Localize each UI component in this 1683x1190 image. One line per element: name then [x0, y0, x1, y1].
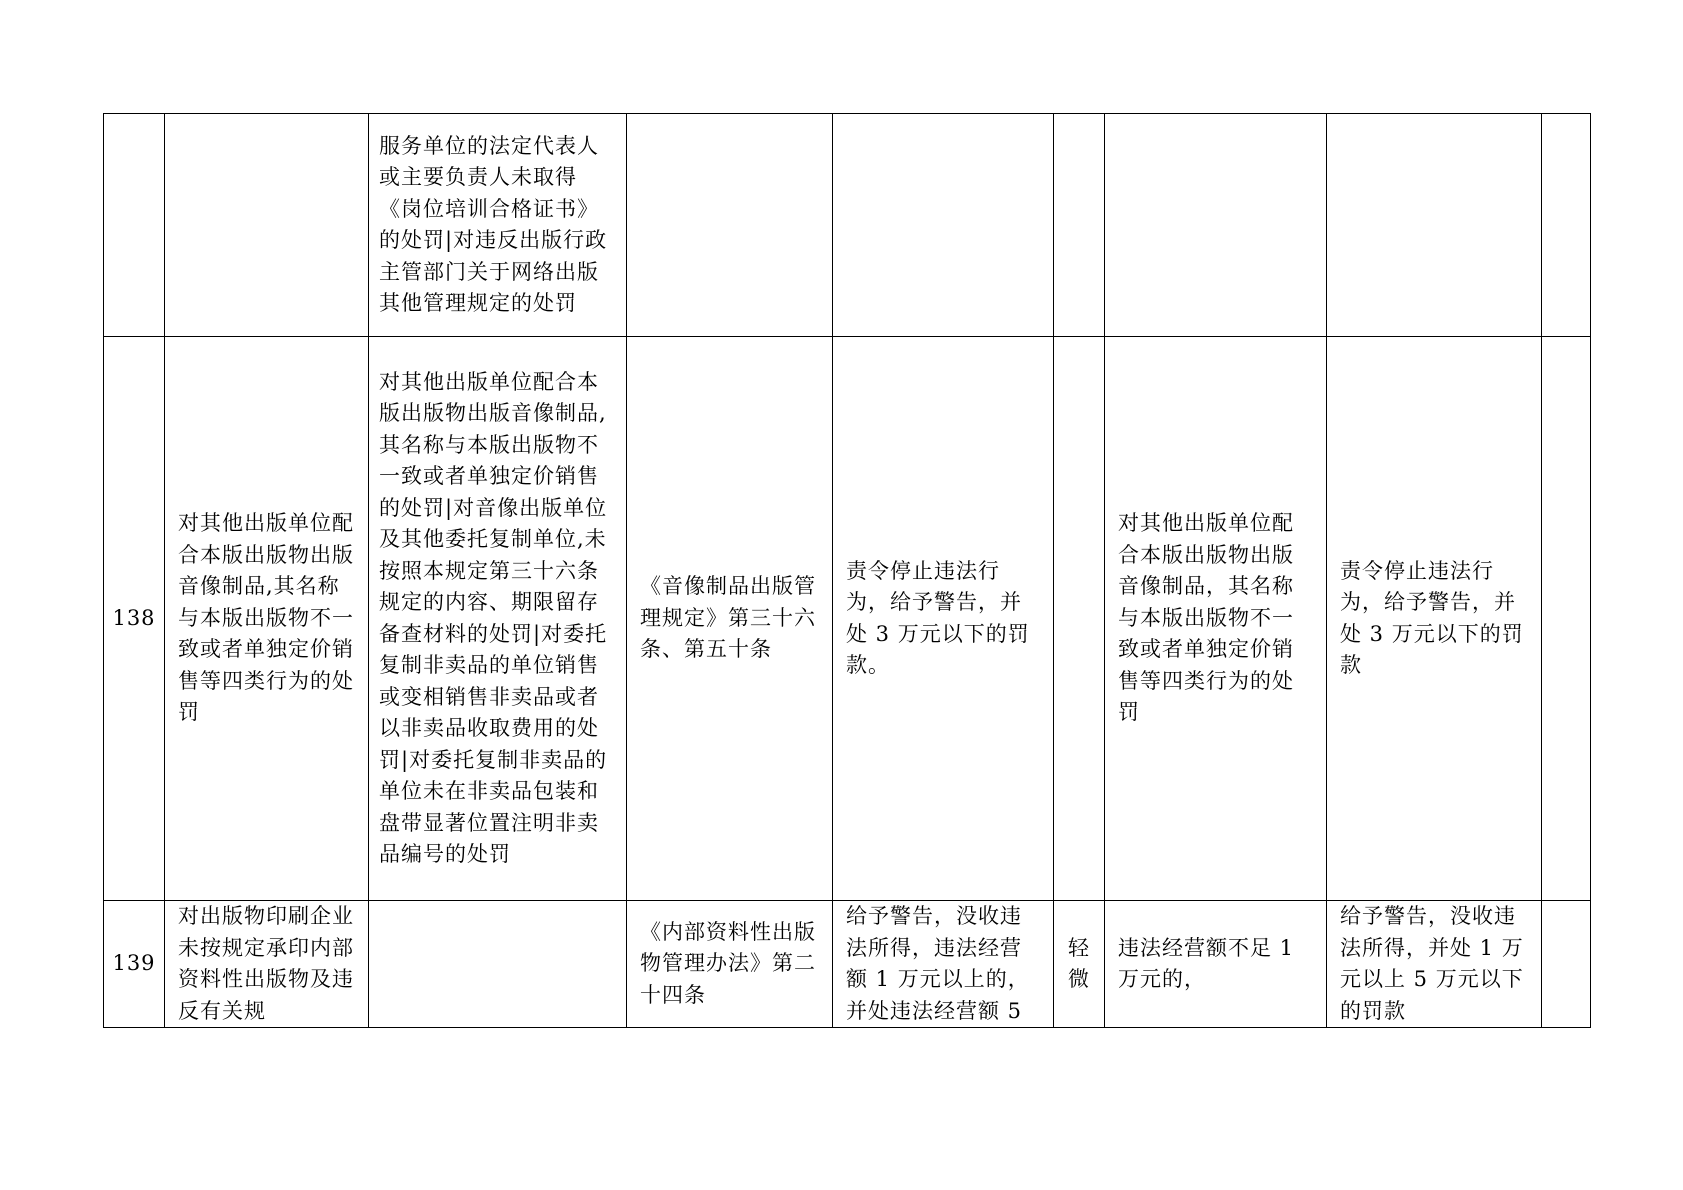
violation-detail-cell [1105, 114, 1327, 337]
penalty-standard-cell: 给予警告，没收违法所得，并处 1 万元以上 5 万元以下的罚款 [1327, 901, 1542, 1028]
item-name-cell: 对其他出版单位配合本版出版物出版音像制品,其名称与本版出版物不一致或者单独定价销售等四类行为的处罚 [165, 337, 369, 901]
penalty-range-cell [833, 114, 1054, 337]
item-name-cell [165, 114, 369, 337]
sub-items-cell: 对其他出版单位配合本版出版物出版音像制品,其名称与本版出版物不一致或者单独定价销售的处罚|对音像出版单位及其他委托复制单位,未按照本规定第三十六条规定的内容、期限留存备查材料的处罚|对委托复制非卖品的单位销售或变相销售非卖品或者以非卖品收取费用的处罚|对委托复制非卖品的单位未在非卖品包装和盘带显著位置注明非卖品编号的处罚 [369, 337, 627, 901]
violation-detail-cell: 违法经营额不足 1 万元的， [1105, 901, 1327, 1028]
sub-items-cell: 服务单位的法定代表人或主要负责人未取得《岗位培训合格证书》的处罚|对违反出版行政主管部门关于网络出版其他管理规定的处罚 [369, 114, 627, 337]
item-name-cell: 对出版物印刷企业未按规定承印内部资料性出版物及违反有关规 [165, 901, 369, 1028]
circumstance-cell: 轻微 [1054, 901, 1105, 1028]
table-row [104, 114, 1591, 337]
row-number-cell [104, 114, 165, 337]
row-number-cell: 138 [104, 337, 165, 901]
legal-basis-cell: 《内部资料性出版物管理办法》第二十四条 [627, 901, 833, 1028]
remarks-cell [1542, 901, 1591, 1028]
legal-basis-cell [627, 114, 833, 337]
penalty-standards-table [103, 113, 1591, 1028]
remarks-cell [1542, 337, 1591, 901]
legal-basis-cell: 《音像制品出版管理规定》第三十六条、第五十条 [627, 337, 833, 901]
penalty-range-cell: 给予警告，没收违法所得，违法经营额 1 万元以上的，并处违法经营额 5 [833, 901, 1054, 1028]
penalty-standard-cell: 责令停止违法行为，给予警告，并处 3 万元以下的罚款 [1327, 337, 1542, 901]
sub-items-cell [369, 901, 627, 1028]
circumstance-cell [1054, 114, 1105, 337]
remarks-cell [1542, 114, 1591, 337]
violation-detail-cell: 对其他出版单位配合本版出版物出版音像制品，其名称与本版出版物不一致或者单独定价销售等四类行为的处罚 [1105, 337, 1327, 901]
circumstance-cell [1054, 337, 1105, 901]
penalty-range-cell: 责令停止违法行为，给予警告，并处 3 万元以下的罚款。 [833, 337, 1054, 901]
penalty-standard-cell [1327, 114, 1542, 337]
row-number-cell: 139 [104, 901, 165, 1028]
table-row [104, 901, 1591, 1028]
table-row [104, 337, 1591, 901]
